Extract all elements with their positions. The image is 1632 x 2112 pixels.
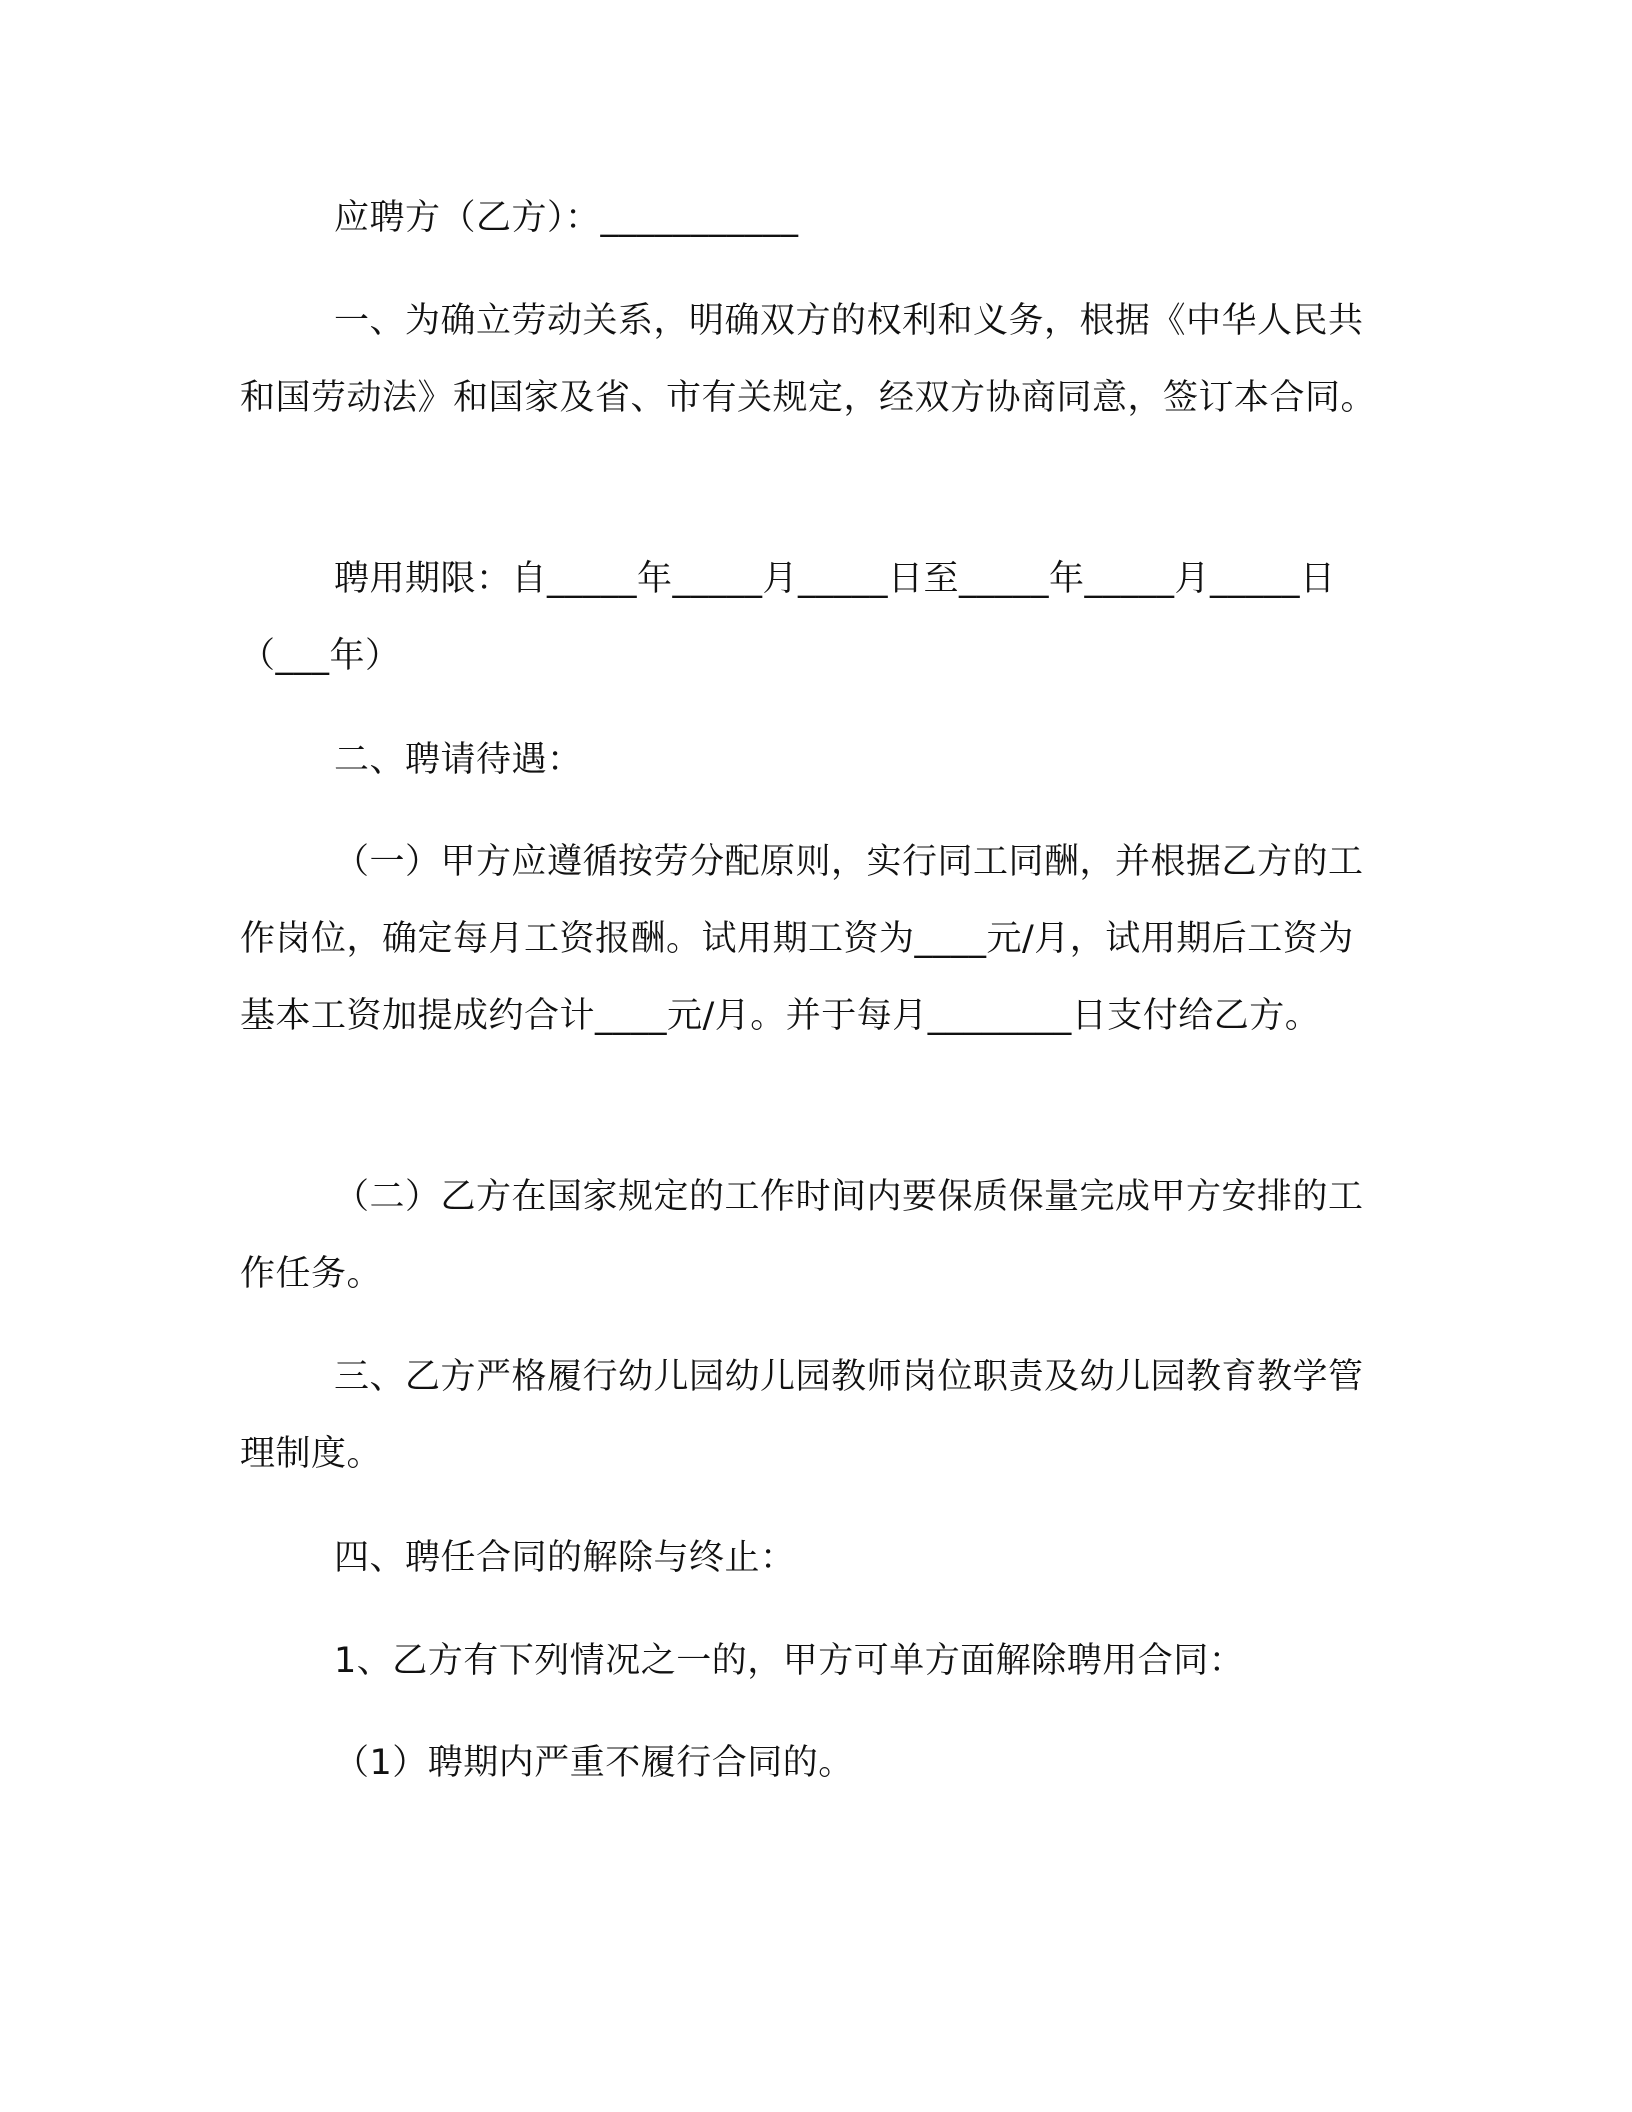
clause-three: 三、乙方严格履行幼儿园幼儿园教师岗位职责及幼儿园教育教学管理制度。: [240, 1357, 1364, 1474]
clause-four-heading: 四、聘任合同的解除与终止：: [334, 1538, 796, 1578]
applicant-line: 应聘方（乙方）：___________: [334, 198, 799, 238]
clause-one: 一、为确立劳动关系，明确双方的权利和义务，根据《中华人民共和国劳动法》和国家及省、市有关规定，经双方协商同意，签订本合同。: [240, 301, 1377, 418]
clause-two-heading: 二、聘请待遇：: [334, 740, 583, 780]
clause-two-salary: （一）甲方应遵循按劳分配原则，实行同工同酬，并根据乙方的工作岗位，确定每月工资报酬。试用期工资为____元/月，试用期后工资为基本工资加提成约合计____元/月。并于每月________日支付给乙方。: [240, 842, 1364, 1036]
clause-four-item-1a: （1）聘期内严重不履行合同的。: [334, 1743, 854, 1783]
employment-term: 聘用期限：自_____年_____月_____日至_____年_____月_____日（___年）: [240, 559, 1336, 676]
clause-two-duties: （二）乙方在国家规定的工作时间内要保质保量完成甲方安排的工作任务。: [240, 1177, 1364, 1294]
clause-four-item-1: 1、乙方有下列情况之一的，甲方可单方面解除聘用合同：: [334, 1641, 1245, 1681]
